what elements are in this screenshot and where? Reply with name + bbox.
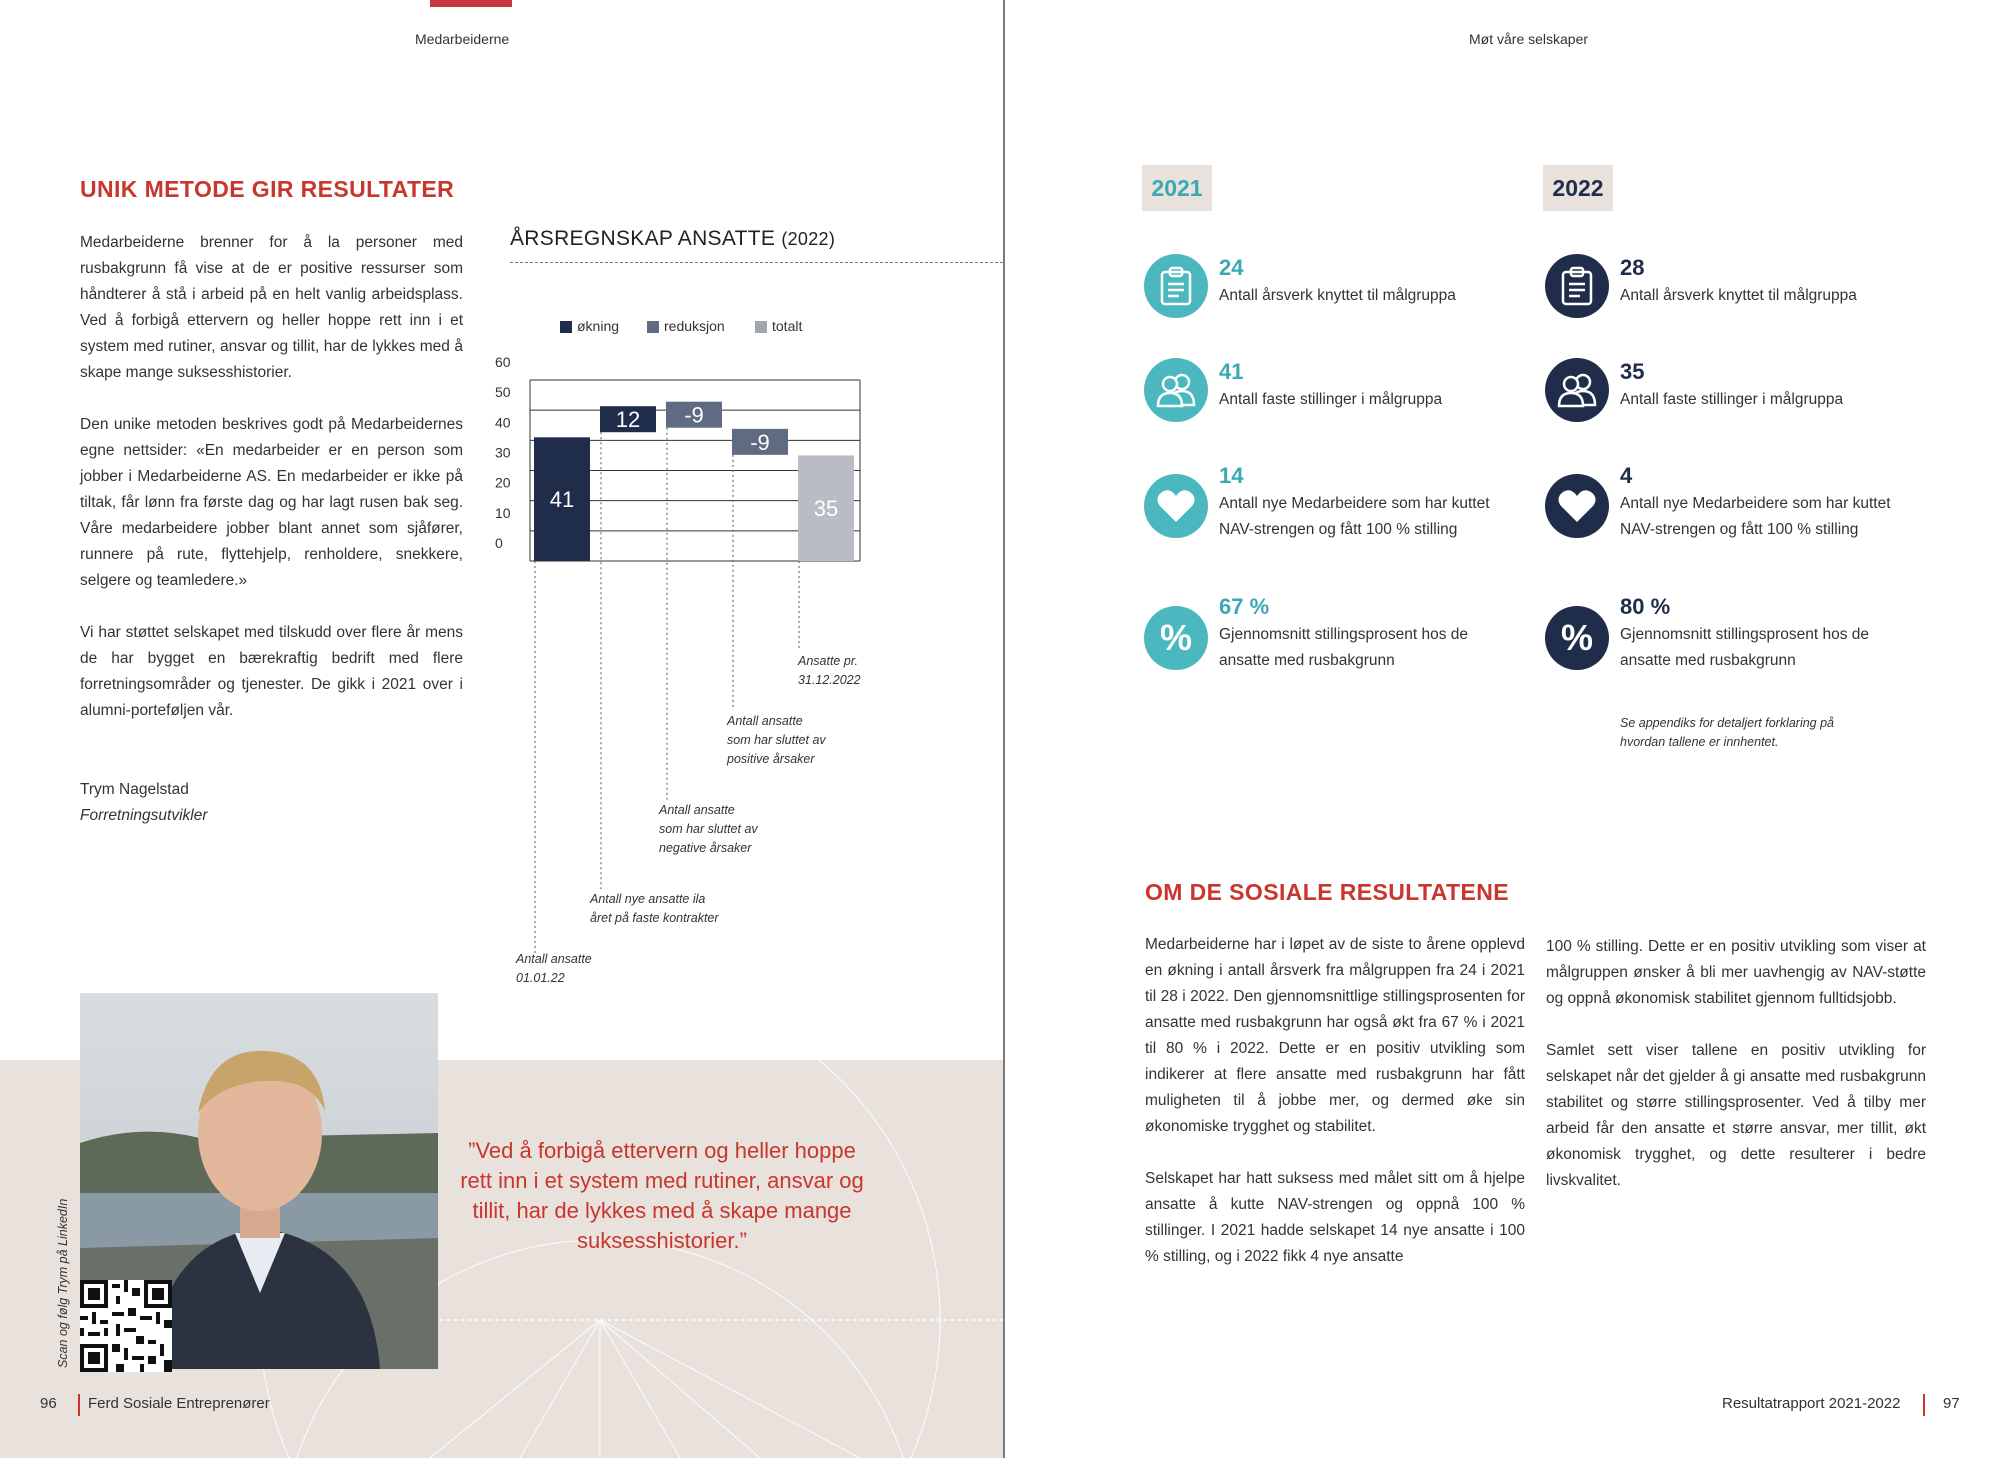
note-line: Antall ansatte xyxy=(516,952,592,966)
page-spread-divider xyxy=(1003,0,1005,1458)
bar-value-label: 35 xyxy=(813,496,839,522)
linkedin-qr-code[interactable] xyxy=(80,1280,172,1372)
percent-icon: % xyxy=(1144,606,1208,670)
paragraph: 100 % stilling. Dette er en positiv utvikling som viser at målgruppen ønsker å bli mer uavhengig av NAV-støtte og oppnå økonomisk stabilitet gjennom fulltidsjobb. xyxy=(1546,938,1926,1007)
stat-label-2022-prosent xyxy=(1620,622,1869,674)
clipboard-icon xyxy=(1144,254,1208,318)
chart-title-text: ÅRSREGNSKAP ANSATTE xyxy=(510,227,776,250)
stat-label-line: NAV-strengen og fått 100 % stilling xyxy=(1620,521,1859,538)
page-number-left: 96 xyxy=(40,1395,57,1412)
note-line: som har sluttet av xyxy=(659,822,758,836)
bar-value-label: 12 xyxy=(615,407,641,433)
stat-label-2022-nav xyxy=(1620,491,1891,543)
y-tick-label: 20 xyxy=(495,474,511,491)
top-accent-bar xyxy=(430,0,512,7)
paragraph: Selskapet har hatt suksess med målet sitt om å hjelpe ansatte å kutte NAV-strengen og oppnå 100 % stillinger. I 2021 hadde selskapet 14 nye ansatte i 100 % stilling, og i 2022 fikk 4 nye ansatte xyxy=(1145,1170,1525,1265)
chart-title xyxy=(510,227,835,251)
pull-quote: ”Ved å forbigå ettervern og heller hoppe rett inn i et system med rutiner, ansvar og tillit, har de lykkes med å skape mange suksesshistorier.” xyxy=(460,1138,864,1253)
running-head-left: Medarbeiderne xyxy=(415,31,510,47)
author-title: Forretningsutvikler xyxy=(80,807,208,824)
heart-icon xyxy=(1144,474,1208,538)
footnote-line: Se appendiks for detaljert forklaring på xyxy=(1620,716,1835,730)
author-name: Trym Nagelstad xyxy=(80,781,189,798)
stat-label-2021-arsverk: Antall årsverk knyttet til målgruppa xyxy=(1219,287,1456,304)
legend-label-okning: økning xyxy=(577,318,620,334)
bar-value-label: 41 xyxy=(549,487,575,513)
stat-value-2022-stillinger: 35 xyxy=(1620,359,1645,384)
chart-title-rule xyxy=(510,262,1003,263)
chart-legend xyxy=(560,318,802,334)
page-heading-right: OM DE SOSIALE RESULTATENE xyxy=(1145,879,1509,905)
chart-note-2 xyxy=(590,890,719,928)
page-number-right: 97 xyxy=(1943,1395,1960,1412)
clipboard-icon xyxy=(1545,254,1609,318)
left-body-text xyxy=(80,230,463,750)
note-line: negative årsaker xyxy=(659,841,752,855)
qr-code-icon xyxy=(80,1280,172,1372)
stat-label-2022-stillinger: Antall faste stillinger i målgruppa xyxy=(1620,391,1844,408)
bar-value-label: -9 xyxy=(750,429,770,455)
legend-swatch-okning xyxy=(560,321,572,333)
bar-value-label: -9 xyxy=(684,402,704,428)
y-tick-label: 50 xyxy=(495,384,511,401)
note-line: Antall nye ansatte ila xyxy=(590,892,706,906)
footer-divider-left xyxy=(78,1394,80,1416)
stat-label-line: ansatte med rusbakgrunn xyxy=(1219,652,1395,669)
heart-icon xyxy=(1545,474,1609,538)
note-line: Antall ansatte xyxy=(659,803,735,817)
legend-swatch-reduksjon xyxy=(647,321,659,333)
stat-label-line: Antall nye Medarbeidere som har kuttet xyxy=(1620,495,1891,512)
y-tick-label: 60 xyxy=(495,354,511,370)
stat-value-2022-nav: 4 xyxy=(1620,463,1633,488)
stat-label-line: NAV-strengen og fått 100 % stilling xyxy=(1219,521,1458,538)
stat-label-line: Antall nye Medarbeidere som har kuttet xyxy=(1219,495,1490,512)
legend-label-totalt: totalt xyxy=(772,318,803,334)
note-line: 31.12.2022 xyxy=(798,673,861,687)
paragraph: Vi har støttet selskapet med tilskudd over flere år mens de har bygget en bærekraftig bedrift med flere forretningsområder og tjenester. De gikk i 2021 over i alumni-porteføljen vår. xyxy=(80,624,463,719)
qr-caption: Scan og følg Trym på LinkedIn xyxy=(56,1198,70,1368)
chart-y-ticks xyxy=(495,354,511,551)
footnote-line: hvordan tallene er innhentet. xyxy=(1620,735,1779,749)
note-line: året på faste kontrakter xyxy=(590,911,719,925)
people-icon xyxy=(1545,358,1609,422)
chart-note-1 xyxy=(516,950,592,988)
paragraph: Samlet sett viser tallene en positiv utvikling for selskapet når det gjelder å gi ansatte med rusbakgrunn stabilitet og større stillingsprosenter. Ved å tilby mer arbeid får den ansatte et større ansvar, mer tillit, økt økonomisk trygghet, og dette resulterer i bedre livskvalitet. xyxy=(1546,1042,1926,1189)
running-head-right: Møt våre selskaper xyxy=(1469,31,1589,47)
paragraph: Medarbeiderne har i løpet av de siste to årene opplevd en økning i antall årsverk fra målgruppen fra 24 i 2021 til 28 i 2022. Den gjennomsnittlige stillingsprosenten for ansatte med rusbakgrunn har også økt fra 67 % i 2021 til 80 % i 2022. Dette er en positiv utvikling som indikerer at flere ansatte med rusbakgrunn har fått muligheten til å jobbe mer, og dermed øke sin økonomiske trygghet og stabilitet. xyxy=(1145,936,1525,1135)
note-line: positive årsaker xyxy=(727,752,815,766)
legend-swatch-totalt xyxy=(755,321,767,333)
note-line: 01.01.22 xyxy=(516,971,565,985)
y-tick-label: 10 xyxy=(495,504,511,521)
note-line: Antall ansatte xyxy=(727,714,803,728)
footer-title-right: Resultatrapport 2021-2022 xyxy=(1722,1395,1901,1412)
stat-value-2022-arsverk: 28 xyxy=(1620,255,1645,280)
year-badge-2022: 2022 xyxy=(1543,165,1613,211)
stat-label-line: Gjennomsnitt stillingsprosent hos de xyxy=(1219,626,1468,643)
note-line: som har sluttet av xyxy=(727,733,826,747)
footer-divider-right xyxy=(1923,1394,1925,1416)
stat-label-2021-prosent xyxy=(1219,622,1468,674)
chart-note-4 xyxy=(727,712,826,769)
paragraph: Den unike metoden beskrives godt på Medarbeidernes egne nettsider: «En medarbeider er en person som jobber i Medarbeiderne AS. En medarbeider er ikke på tiltak, får lønn fra første dag og har lagt rusen bak seg. Våre medarbeidere jobber blant annet som sjåfører, runnere på rute, flyttehjelp, renholdere, snekkere, selgere og teamledere.» xyxy=(80,416,463,589)
stat-value-2021-stillinger: 41 xyxy=(1219,359,1244,384)
stat-label-line: ansatte med rusbakgrunn xyxy=(1620,652,1796,669)
paragraph: Medarbeiderne brenner for å la personer med rusbakgrunn få vise at de er positive ressurser som håndterer å stå i arbeid på en helt vanlig arbeidsplass. Ved å forbigå ettervern og heller hoppe rett inn i et system med rutiner, ansvar og tillit, har de lykkes med å skape mange suksesshistorier. xyxy=(80,234,463,381)
stat-label-line: Gjennomsnitt stillingsprosent hos de xyxy=(1620,626,1869,643)
stat-value-2021-arsverk: 24 xyxy=(1219,255,1244,280)
stat-value-2021-prosent: 67 % xyxy=(1219,594,1270,619)
chart-title-year: (2022) xyxy=(781,229,836,249)
stat-label-2021-stillinger: Antall faste stillinger i målgruppa xyxy=(1219,391,1443,408)
note-line: Ansatte pr. xyxy=(798,654,858,668)
chart-note-3 xyxy=(659,801,758,858)
legend-label-reduksjon: reduksjon xyxy=(664,318,725,334)
right-body-col-1 xyxy=(1145,932,1525,1296)
y-tick-label: 0 xyxy=(495,535,503,551)
chart-bars xyxy=(534,402,854,561)
percent-icon: % xyxy=(1545,606,1609,670)
footer-title-left: Ferd Sosiale Entreprenører xyxy=(88,1395,270,1412)
stat-label-2021-nav xyxy=(1219,491,1490,543)
y-tick-label: 40 xyxy=(495,414,511,431)
right-body-col-2 xyxy=(1546,934,1926,1220)
year-badge-2021: 2021 xyxy=(1142,165,1212,211)
people-icon xyxy=(1144,358,1208,422)
page-heading-left: UNIK METODE GIR RESULTATER xyxy=(80,176,455,202)
stat-value-2022-prosent: 80 % xyxy=(1620,594,1671,619)
stat-label-2022-arsverk: Antall årsverk knyttet til målgruppa xyxy=(1620,287,1857,304)
chart-note-5 xyxy=(798,652,861,690)
y-tick-label: 30 xyxy=(495,444,511,461)
appendix-footnote xyxy=(1620,714,1834,752)
stat-value-2021-nav: 14 xyxy=(1219,463,1244,488)
